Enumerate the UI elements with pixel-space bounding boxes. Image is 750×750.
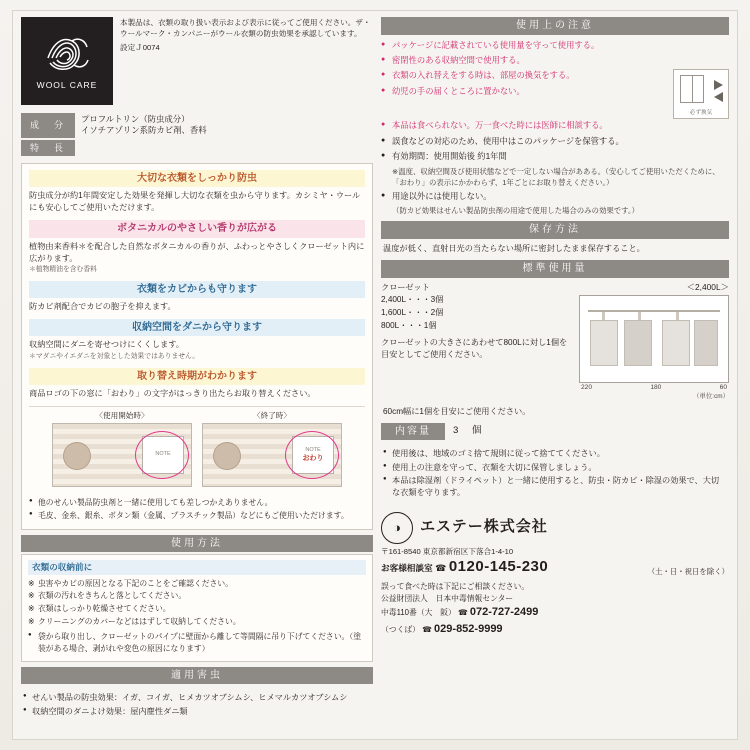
caution-pink-3: ● 衣類の入れ替えをする時は、部屋の換気をする。 [381,69,667,81]
center-line-2 [381,621,729,638]
caution-pink-1: ● パッケージに記載されている使用量を守って使用する。 [381,39,729,51]
feature-title-4: 収納空間をダニから守ります [29,319,365,337]
caution-pink-list [381,39,729,67]
indicator-text-end: おわり [302,455,324,463]
howto-card [21,554,373,662]
ingredient-line-2: イソチアゾリン系防カビ剤、香料 [81,125,207,136]
feature-title-5: 取り替え時期がわかります [29,368,365,386]
feature-body-5: 商品ロゴの下の窓に「おわり」の文字がはっきり出たらお取り替えください。 [29,389,316,399]
howto-subheading: 衣類の収納前に [28,560,366,575]
ingredient-line-1: プロフルトリン（防虫成分） [81,114,190,124]
feature-title-2: ボタニカルのやさしい香りが広がる [29,220,365,238]
garment-1 [590,320,618,366]
center-line-2-tel: 029-852-9999 [434,622,503,635]
center-line-1-label: 中毒110番（大 阪） [381,608,456,618]
wool-set-code: 設定Ｊ0074 [120,43,160,52]
feature-item-5 [29,368,365,400]
window-demo-start-art [52,423,192,487]
caution-body [381,39,729,217]
company-block [381,512,729,638]
caution-subnote-1: ※温度、収納空間及び使用状態などで一定しない場合があある。（安心してご使用いただくために、「おわり」の表示にかかわらず、1年ごとにお取り替えください。） [392,166,720,187]
usage-amount-body [381,282,729,402]
feature-title-3: 衣類をカビからも守ります [29,281,365,299]
content-section [381,423,729,501]
content-value: 3 個 [453,425,484,437]
usage-note-2: 60cm幅に1個を目安にご使用ください。 [383,406,531,416]
center-line-1-tel: 072-727-2499 [469,606,539,619]
storage-heading: 保存方法 [381,221,729,239]
closet-diagram-wrap [579,282,729,402]
caution-heading: 使用上の注意 [381,17,729,35]
howto-star-1: ※ 虫害やカビの原因となる下記のことをご確認ください。 [28,578,366,590]
spec-row-ingredient [21,113,373,138]
feature-item-2 [29,220,365,274]
feature-item-1 [29,170,365,214]
spec-table [21,113,373,158]
window-demo-end [202,411,342,487]
left-column [21,17,373,733]
usage-row-1: 2,400L・・・3個 [381,295,444,305]
arrow-right-icon [714,80,723,90]
dim-right: 60 [719,384,727,392]
caution-black-list [381,135,729,163]
caution-subnote-2: （防カビ効果はせんい製品防虫剤の用途で使用した場合のみの効果です。） [392,206,639,216]
dim-left: 220 [581,384,593,392]
window-demo-start-label: 〈使用開始時〉 [95,410,149,420]
phone-icon-3: ☎ [422,624,432,634]
caution-pink-2: ● 密閉性のある収納空間で使用する。 [381,54,729,66]
product-logo-icon-2 [213,442,241,470]
highlight-oval-icon-2 [285,431,339,479]
usage-amount-section [381,260,729,418]
wool-care-block [21,17,373,105]
content-bullets [381,444,729,499]
wool-care-label: WOOL CARE [36,79,98,90]
center-org: 公益財団法人 日本中毒情報センター [381,593,514,603]
label-frame [12,10,738,740]
pests-section [21,667,373,719]
company-address: 〒161-8540 東京都新宿区下落合1-4-10 [381,546,514,556]
garment-2 [624,320,652,366]
window-demo-row [29,411,365,487]
howto-bullet-list [28,631,366,654]
ventilation-text-wrap [381,69,667,100]
closet-dimensions [579,384,729,393]
contact-hours: （土・日・祝日を除く） [647,567,729,577]
caution-black-3: ● 用途以外には使用しない。 [381,190,729,202]
wool-side-column [120,17,373,53]
ventilation-row [381,69,729,119]
howto-star-4: ※ クリーニングのカバーなどははずして収納してください。 [28,616,366,628]
pests-line-2: ● 収納空間のダニよけ効果：屋内塵性ダニ類 [23,706,371,718]
wool-approval-text: 本製品は、衣類の取り扱い表示および表示に従ってご使用ください。ザ・ウールマーク・カンパニーがウール衣類の防虫効果を承認しています。 [120,18,371,38]
feature-note-4: ＊マダニやイエダニを対象とした効果ではありません。 [29,353,200,361]
spec-key-feature: 特 長 [21,140,75,156]
company-name: エステー株式会社 [420,518,548,536]
usage-amount-text [381,282,573,402]
feature-note-2: ＊植物精油を含む香料 [29,266,97,274]
company-contact-row [381,557,729,577]
window-icon [680,75,704,103]
product-logo-icon [63,442,91,470]
caution-section [381,17,729,216]
window-demo-start [52,411,192,487]
closet-rod [588,310,720,312]
center-line-1 [381,604,729,621]
pests-heading: 適用害虫 [21,667,373,685]
left-bullet-list [29,497,365,522]
usage-note: クローゼットの大きさにあわせて800Lに対し1個を目安としてご使用ください。 [381,337,568,360]
woolmark-icon [44,31,90,77]
pests-line-1: ● せんい製品の防虫効果：イガ、コイガ、ヒメカツオブシムシ、ヒメマルカツオブシムシ [23,692,371,704]
content-bullet-3: ● 本品は除湿剤（ドライペット）と一緒に使用すると、防虫・防カビ・除湿の効果で、大切な衣類を守ります。 [383,475,727,500]
closet-diagram-title: ＜2,400L＞ [686,281,729,292]
phone-icon-2: ☎ [457,608,468,618]
window-demo-end-art [202,423,342,487]
caution-pink-list-2 [381,69,667,97]
wool-mark-box [21,17,113,105]
howto-section [21,535,373,662]
poison-center-block [381,581,729,637]
contact-left [381,557,548,577]
caution-black-2: ● 有効期間：使用開始後 約1年間 [381,150,729,162]
howto-star-list [28,578,366,628]
feature-item-3 [29,281,365,313]
caution-pink-4: ● 幼児の手の届くところに置かない。 [381,85,667,97]
ventilation-icon-label: 必ず換気 [689,109,713,116]
usage-amount-heading: 標準使用量 [381,260,729,278]
content-bullet-2: ● 使用上の注意を守って、衣類を大切に保管しましょう。 [383,462,727,474]
arrow-left-icon [714,92,723,102]
caution-pink-5: ● 本品は食べられない。万一食べた時には医師に相談する。 [381,119,729,131]
company-logo-icon: ◑ [381,512,413,544]
usage-row-3: 800L・・・1個 [381,320,437,330]
right-column [381,17,729,733]
feature-body-3: 防カビ剤配合でカビの胞子を抑えます。 [29,302,176,312]
phone-icon: ☎ [435,562,447,573]
ventilation-icon [673,69,729,119]
left-bullet-2: ● 毛皮、金糸、銀糸、ボタン類（金属、プラスチック製品）などにもご使用いただけます。 [29,510,365,522]
usage-closet-label: クローゼット [381,282,430,292]
pests-list [21,688,373,718]
spec-value-feature [75,140,87,156]
spec-row-feature [21,140,373,156]
contact-label: お客様相談室 [381,562,433,573]
feature-body-1: 防虫成分が約1年間安定した効果を発揮し大切な衣類を虫から守ります。カシミヤ・ウールにも安心してご使用いただけます。 [29,191,361,213]
window-demo-end-label: 〈終了時〉 [253,410,291,420]
feature-body-4: 収納空間にダニを寄せつけにくくします。 [29,340,184,350]
howto-bullet-1: ● 袋から取り出し、クローゼットのパイプに壁面から離して等間隔に吊り下げてください。（塗装がある場合、剥がれや変色の原因になります） [28,631,366,654]
spec-key-ingredient: 成 分 [21,113,75,138]
emergency-note: 誤って食べた時は下記にご相談ください。 [381,582,530,592]
feature-card [21,163,373,530]
closet-unit-label: （単位:cm） [693,392,729,400]
contact-tel: 0120-145-230 [448,557,549,575]
caution-black-1: ● 誤食などの対応のため、使用中はこのパッケージを保管する。 [381,135,729,147]
indicator-note-start: NOTE [155,451,171,458]
spec-value-ingredient [75,113,213,138]
left-bullet-1: ● 他のせんい製品防虫剤と一緒に使用しても差しつかえありません。 [29,497,365,509]
feature-item-4 [29,319,365,362]
storage-body: 温度が低く、直射日光の当たらない場所に密封したまま保存すること。 [383,243,645,253]
caution-black-list-2 [381,190,729,202]
closet-diagram [579,295,729,383]
howto-heading: 使用方法 [21,535,373,553]
storage-section [381,221,729,255]
content-heading: 内容量 [381,423,445,441]
caution-pink-list-3 [381,119,729,131]
highlight-oval-icon [135,431,189,479]
garment-4 [694,320,718,366]
garment-3 [662,320,690,366]
feature-title-1: 大切な衣類をしっかり防虫 [29,170,365,188]
usage-row-2: 1,600L・・・2個 [381,308,444,318]
company-name-row [381,512,729,544]
window-indicator-demo [29,406,365,487]
indicator-note-end: NOTE [305,446,321,453]
content-row [381,423,729,441]
content-bullet-1: ● 使用後は、地域のゴミ捨て規則に従って捨ててください。 [383,448,727,460]
howto-star-3: ※ 衣類はしっかり乾燥させてください。 [28,603,366,615]
feature-body-2: 植物由来香料＊を配合した自然なボタニカルの香りが、ふわっとやさしくクローゼット内に広がります。 [29,241,365,263]
center-line-2-label: （つくば） [381,624,420,634]
howto-star-2: ※ 衣類の汚れをきちんと落としてください。 [28,590,366,602]
dim-center: 180 [650,384,662,392]
